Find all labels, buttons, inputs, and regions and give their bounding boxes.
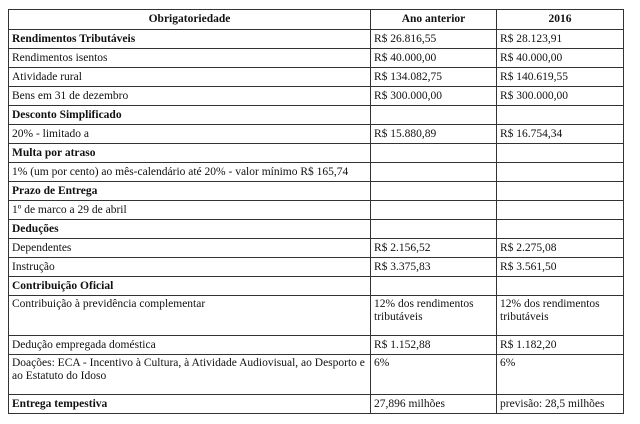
table-body xyxy=(9,30,624,414)
row-ano-anterior: R$ 15.880,89 xyxy=(371,125,497,144)
row-2016: R$ 300.000,00 xyxy=(497,87,624,106)
row-2016: R$ 140.619,55 xyxy=(497,68,624,87)
row-2016: R$ 28.123,91 xyxy=(497,30,624,49)
table-row xyxy=(9,355,624,395)
table-row xyxy=(9,87,624,106)
table-row xyxy=(9,125,624,144)
table-row xyxy=(9,336,624,355)
table-row xyxy=(9,258,624,277)
row-ano-anterior: R$ 134.082,75 xyxy=(371,68,497,87)
row-label: Bens em 31 de dezembro xyxy=(9,87,371,106)
table-row xyxy=(9,395,624,414)
row-2016 xyxy=(497,277,624,296)
row-label: 1º de marco a 29 de abril xyxy=(9,201,371,220)
row-2016: 12% dos rendimentos tributáveis xyxy=(497,296,624,336)
table-row xyxy=(9,277,624,296)
header-2016: 2016 xyxy=(497,10,624,30)
header-obrigatoriedade: Obrigatoriedade xyxy=(9,10,371,30)
row-ano-anterior xyxy=(371,144,497,163)
row-label: Prazo de Entrega xyxy=(9,182,371,201)
row-ano-anterior: R$ 2.156,52 xyxy=(371,239,497,258)
row-ano-anterior xyxy=(371,163,497,182)
row-2016: previsão: 28,5 milhões xyxy=(497,395,624,414)
row-2016 xyxy=(497,201,624,220)
row-2016 xyxy=(497,220,624,239)
row-label: Instrução xyxy=(9,258,371,277)
row-ano-anterior: R$ 26.816,55 xyxy=(371,30,497,49)
row-ano-anterior xyxy=(371,201,497,220)
table-row xyxy=(9,182,624,201)
row-2016 xyxy=(497,106,624,125)
table-row xyxy=(9,144,624,163)
table-row xyxy=(9,220,624,239)
table-row xyxy=(9,296,624,336)
row-ano-anterior xyxy=(371,106,497,125)
row-label: Contribuição Oficial xyxy=(9,277,371,296)
row-ano-anterior xyxy=(371,220,497,239)
row-ano-anterior: 12% dos rendimentos tributáveis xyxy=(371,296,497,336)
row-label: Doações: ECA - Incentivo à Cultura, à Atividade Audiovisual, ao Desporto e ao Estatuto do Idoso xyxy=(9,355,371,395)
row-2016: 6% xyxy=(497,355,624,395)
table-header-row xyxy=(9,10,624,30)
row-label: Dedução empregada doméstica xyxy=(9,336,371,355)
row-label: 20% - limitado a xyxy=(9,125,371,144)
table-row xyxy=(9,163,624,182)
row-label: Contribuição à previdência complementar xyxy=(9,296,371,336)
row-2016 xyxy=(497,163,624,182)
row-2016: R$ 16.754,34 xyxy=(497,125,624,144)
table-row xyxy=(9,49,624,68)
row-ano-anterior xyxy=(371,182,497,201)
row-ano-anterior xyxy=(371,277,497,296)
row-2016: R$ 2.275,08 xyxy=(497,239,624,258)
row-ano-anterior: R$ 40.000,00 xyxy=(371,49,497,68)
table-row xyxy=(9,68,624,87)
row-2016 xyxy=(497,182,624,201)
row-label: Atividade rural xyxy=(9,68,371,87)
row-label: Multa por atraso xyxy=(9,144,371,163)
row-label: Deduções xyxy=(9,220,371,239)
row-2016: R$ 3.561,50 xyxy=(497,258,624,277)
row-ano-anterior: R$ 1.152,88 xyxy=(371,336,497,355)
row-ano-anterior: R$ 300.000,00 xyxy=(371,87,497,106)
row-label: Rendimentos isentos xyxy=(9,49,371,68)
row-2016 xyxy=(497,144,624,163)
row-label: Entrega tempestiva xyxy=(9,395,371,414)
row-ano-anterior: 6% xyxy=(371,355,497,395)
row-label: Rendimentos Tributáveis xyxy=(9,30,371,49)
table-row xyxy=(9,30,624,49)
row-label: Dependentes xyxy=(9,239,371,258)
header-ano-anterior: Ano anterior xyxy=(371,10,497,30)
row-ano-anterior: 27,896 milhões xyxy=(371,395,497,414)
row-label: Desconto Simplificado xyxy=(9,106,371,125)
obrigatoriedade-table xyxy=(8,9,624,414)
row-ano-anterior: R$ 3.375,83 xyxy=(371,258,497,277)
row-2016: R$ 40.000,00 xyxy=(497,49,624,68)
row-label: 1% (um por cento) ao mês-calendário até 20% - valor mínimo R$ 165,74 xyxy=(9,163,371,182)
table-row xyxy=(9,201,624,220)
row-2016: R$ 1.182,20 xyxy=(497,336,624,355)
table-row xyxy=(9,106,624,125)
table-row xyxy=(9,239,624,258)
